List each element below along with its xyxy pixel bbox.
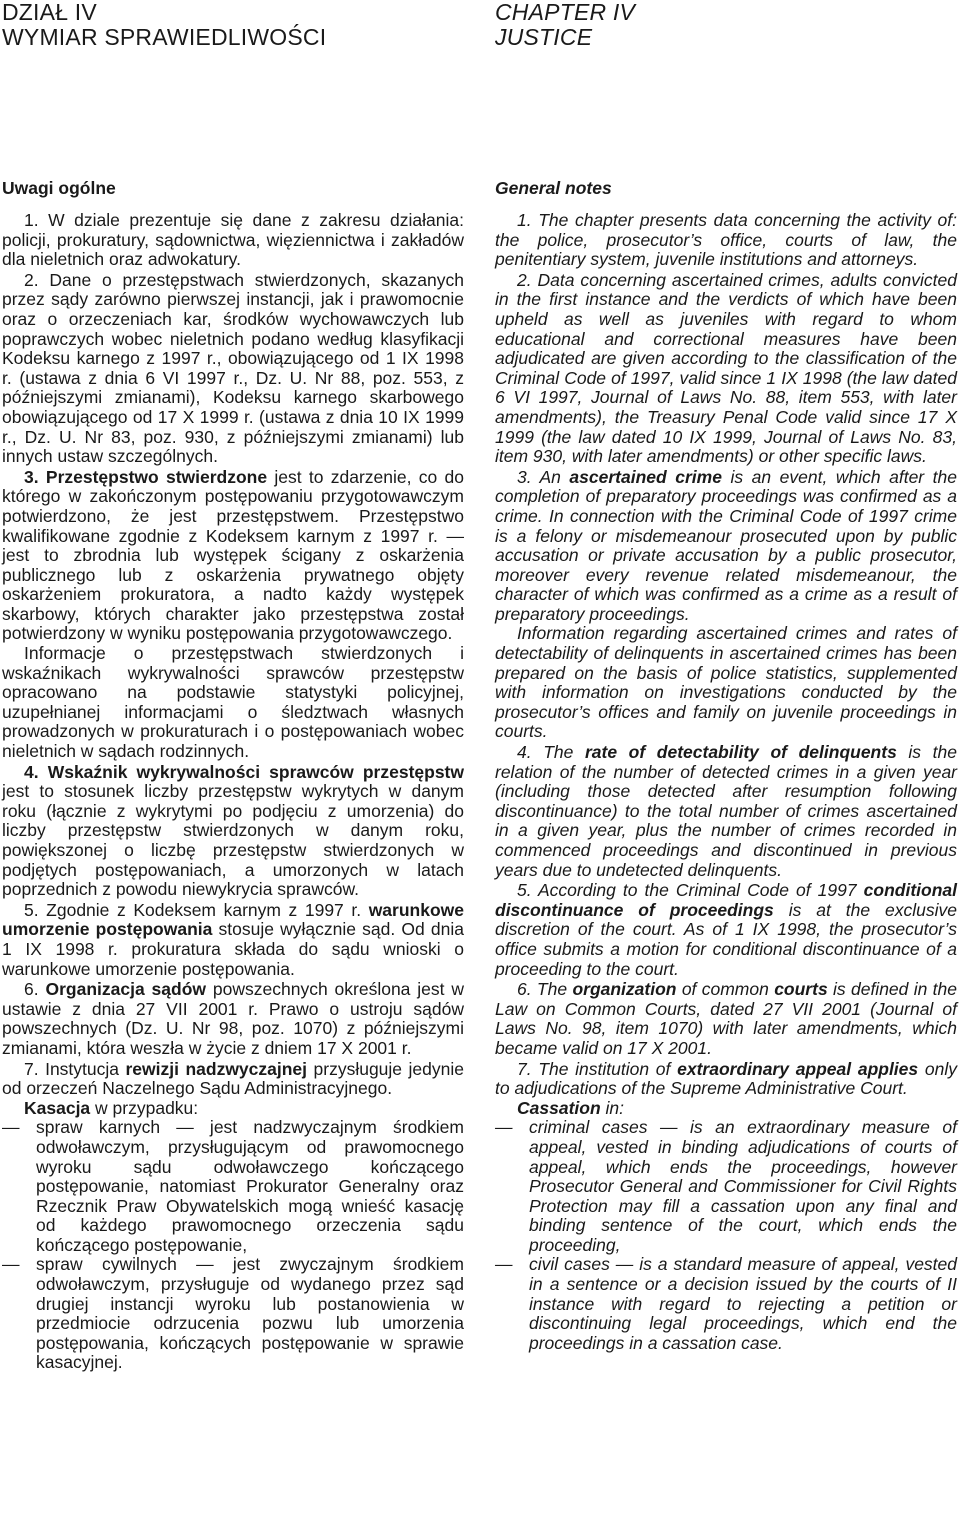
paragraph-7-start-pl: 7. Instytucja xyxy=(24,1058,119,1079)
dash-bullet: — xyxy=(495,1117,513,1138)
chapter-label-en: CHAPTER IV xyxy=(495,0,636,25)
paragraph-5-pl xyxy=(2,901,464,979)
paragraph-3b-pl: Informacje o przestępstwach stwierdzonych i wskaźnikach wykrywalności sprawców przestępstw opracowano na podstawie statystyki policyjnej, uzupełnianej informacjami o śledztwach własnych prowadzonych w prokuraturach i o postępowaniach wobec nieletnich w sądach rodzinnych. xyxy=(2,643,464,762)
paragraph-3b-en: Information regarding ascertained crimes and rates of detectability of delinquents in ascertained crimes has been prepared on the basis of police statistics, supplemented with information on investigations conducted by the prosecutor’s offices and family on juvenile proceedings in courts. xyxy=(495,623,957,742)
paragraph-4-text-en: is the relation of the number of detected crimes in a given year (including those detected after resumption following discontinuance) to the total number of crimes ascertained in a given year, plus the number of crimes recorded in commenced proceedings and discontinued in previous years due to undetected delinquents. xyxy=(495,742,957,880)
paragraph-6-term-pl: Organizacja sądów xyxy=(45,979,207,1000)
paragraph-3-term-pl: Przestępstwo stwierdzone xyxy=(45,466,268,487)
paragraph-7-term-en: extraordinary appeal applies xyxy=(677,1058,919,1079)
paragraph-4-en xyxy=(495,743,957,880)
cassation-text-en: in: xyxy=(605,1097,624,1118)
kasacja-term-pl: Kasacja xyxy=(24,1097,91,1118)
kasacja-intro-pl xyxy=(2,1099,464,1119)
paragraph-5-text-en: is at the exclusive discretion of the court. As of 1 IX 1998, the prosecutor’s office submits a motion for conditional discontinuance of a proceeding to the court. xyxy=(495,899,957,979)
paragraph-7-pl xyxy=(2,1060,464,1099)
paragraph-7-en xyxy=(495,1060,957,1099)
paragraph-1-pl: 1. W dziale prezentuje się dane z zakresu działania: policji, prokuratury, sądownictwa, więziennictwa i zakładów dla nieletnich oraz adwokatury. xyxy=(2,210,464,270)
paragraph-3-number-pl: 3. xyxy=(24,466,39,487)
polish-column xyxy=(2,0,464,1373)
paragraph-5-en xyxy=(495,881,957,979)
cassation-item-1-en xyxy=(495,1118,957,1255)
paragraph-6-number-pl: 6. xyxy=(24,979,39,1000)
cassation-intro-en xyxy=(495,1099,957,1119)
paragraph-5-term-en: conditional discontinuance of proceedings xyxy=(495,880,957,920)
paragraph-5-start-pl: 5. Zgodnie z Kodeksem karnym z 1997 r. xyxy=(24,899,362,920)
paragraph-4-start-en: 4. The xyxy=(517,742,574,763)
paragraph-6-term-2-en: courts xyxy=(774,979,828,1000)
paragraph-4-number-pl: 4. xyxy=(24,761,39,782)
paragraph-7-text-pl: przysługuje jedynie od orzeczeń Naczelnego Sądu Administracyjnego. xyxy=(2,1058,464,1099)
paragraph-6-pl xyxy=(2,980,464,1058)
paragraph-5-text-pl: stosuje wyłącznie sąd. Od dnia 1 IX 1998 r. prokuratura składa do sądu wnioski o warunkowe umorzenie postępowania. xyxy=(2,919,464,979)
cassation-term-en: Cassation xyxy=(517,1097,601,1118)
kasacja-item-1-pl xyxy=(2,1118,464,1255)
cassation-item-1-text-en: criminal cases — is an extraordinary measure of appeal, vested in binding adjudications of courts of appeal, which ends the proceedings, however Prosecutor General and Commissioner for Civil Rights Protection may fill a cassation upon any final and binding sentence of the court, which ends the proceeding, xyxy=(529,1117,957,1255)
dash-bullet: — xyxy=(495,1254,513,1275)
paragraph-6-mid-en: of common xyxy=(681,979,769,1000)
paragraph-4-term-pl: Wskaźnik wykrywalności sprawców przestępstw xyxy=(47,761,464,782)
kasacja-item-2-pl xyxy=(2,1255,464,1373)
kasacja-text-pl: w przypadku: xyxy=(95,1097,199,1118)
paragraph-5-term-pl: warunkowe umorzenie postępowania xyxy=(2,899,464,940)
chapter-heading-en xyxy=(495,0,957,178)
paragraph-3-pl xyxy=(2,468,464,644)
paragraph-2-en: 2. Data concerning ascertained crimes, adults convicted in the first instance and the verdicts of which have been upheld as well as juveniles with regard to whom educational and correctional measures have been adjudicated are given according to the classification of the Criminal Code of 1997, valid since 1 IX 1998 (the law dated 6 VI 1997, Journal of Laws No. 88, item 553, with later amendments), the Treasury Penal Code valid since 17 X 1999 (the law dated 10 IX 1999, Journal of Laws No. 83, item 930, with later amendments) or other specific laws. xyxy=(495,269,957,467)
chapter-title-en: JUSTICE xyxy=(495,24,593,50)
paragraph-3-text-pl: jest to zdarzenie, co do którego w zakończonym postępowaniu przygotowawczym potwierdzono, że jest przestępstwem. Przestępstwo kwalifikowane zgodnie z Kodeksem karnym z 1997 r. — jest to zbrodnia lub występek ścigany z oskarżenia publicznego lub z oskarżenia prywatnego objęty oskarżeniem prokuratora, a nadto każdy występek skarbowy, których charakter jako przestępstwa został potwierdzony w wyniku postępowania przygotowawczego. xyxy=(2,466,464,644)
paragraph-4-pl xyxy=(2,763,464,900)
paragraph-6-text-pl: powszechnych określona jest w ustawie z dnia 27 VII 2001 r. Prawo o ustroju sądów powszechnych (Dz. U. Nr 98, poz. 1070) z późniejszymi zmianami, która weszła w życie z dniem 17 X 2001 r. xyxy=(2,979,465,1058)
kasacja-item-2-text-pl: spraw cywilnych — jest zwyczajnym środkiem odwoławczym, przysługuje od wydanego przez sąd drugiej instancji wyroku lub postanowienia w przedmiocie odrzucenia pozwu lub umorzenia postępowania, kończących postępowanie w sprawie kasacyjnej. xyxy=(36,1254,464,1373)
paragraph-7-text-en: only to adjudications of the Supreme Administrative Court. xyxy=(495,1058,957,1099)
paragraph-7-start-en: 7. The institution of xyxy=(517,1058,671,1079)
cassation-item-2-text-en: civil cases — is a standard measure of appeal, vested in a sentence or a decision issued by the courts of II instance with regard to rejecting a petition or discontinuing legal proceedings, which end the proceedings in a cassation case. xyxy=(529,1254,957,1353)
paragraph-3-start-en: 3. An xyxy=(517,466,561,487)
paragraph-2-pl: 2. Dane o przestępstwach stwierdzonych, skazanych przez sądy zarówno pierwszej instancji, jak i prawomocnie oraz o orzeczeniach kar, środków wychowawczych lub poprawczych wobec nieletnich podano według klasyfikacji Kodeksu karnego z 1997 r., obowiązującego od 1 IX 1998 r. (ustawa z dnia 6 VI 1997 r., Dz. U. Nr 88, poz. 553, z późniejszymi zmianami), Kodeksu karnego skarbowego obowiązującego od 17 X 1999 r. (ustawa z dnia 10 IX 1999 r., Dz. U. Nr 83, poz. 930, z późniejszymi zmianami) lub innych ustaw szczególnych. xyxy=(2,269,464,467)
paragraph-3-en xyxy=(495,468,957,625)
paragraph-7-term-pl: rewizji nadzwyczajnej xyxy=(125,1058,308,1079)
english-column xyxy=(495,0,957,1353)
paragraph-6-text-en: is defined in the Law on Common Courts, dated 27 VII 2001 (Journal of Laws No. 98, item 1070) with later amendments, which became valid on 17 X 2001. xyxy=(495,979,958,1058)
chapter-label-pl: DZIAŁ IV xyxy=(2,0,97,25)
paragraph-1-en: 1. The chapter presents data concerning the activity of: the police, prosecutor’s office, courts of law, the penitentiary system, juvenile institutions and attorneys. xyxy=(495,210,957,270)
notes-title-en: General notes xyxy=(495,178,612,198)
chapter-heading-pl xyxy=(2,0,464,178)
dash-bullet: — xyxy=(2,1117,20,1138)
paragraph-6-start-en: 6. The xyxy=(517,979,568,1000)
chapter-title-pl: WYMIAR SPRAWIEDLIWOŚCI xyxy=(2,24,327,50)
notes-title-pl: Uwagi ogólne xyxy=(2,178,116,198)
paragraph-4-text-pl: jest to stosunek liczby przestępstw wykrytych w danym roku (łącznie z wykrytymi po podjęciu z umorzenia) do liczby przestępstw stwierdzonych w danym roku, powiększonej o liczbę przestępstw stwierdzonych w podjętych postępowaniach, a umorzonych w latach poprzednich z powodu niewykrycia sprawców. xyxy=(2,781,464,900)
cassation-item-2-en xyxy=(495,1255,957,1353)
paragraph-3-term-en: ascertained crime xyxy=(569,466,722,487)
paragraph-6-en xyxy=(495,980,957,1058)
paragraph-5-start-en: 5. According to the Criminal Code of 1997 xyxy=(517,880,857,901)
dash-bullet: — xyxy=(2,1254,20,1275)
paragraph-3-text-en: is an event, which after the completion of preparatory proceedings was confirmed as a crime. In connection with the Criminal Code of 1997 crime is a felony or misdemeanour prosecuted upon by public accusation or private accusation by a public prosecutor, moreover every revenue related misdemeanour, the character of which was confirmed as a crime as a result of preparatory proceedings. xyxy=(495,466,957,624)
paragraph-4-term-en: rate of detectability of delinquents xyxy=(584,742,897,763)
kasacja-item-1-text-pl: spraw karnych — jest nadzwyczajnym środkiem odwoławczym, przysługującym od prawomocnego wyroku sądu odwoławczego kończącego postępowanie, natomiast Prokurator Generalny oraz Rzecznik Praw Obywatelskich mogą wnieść kasację od każdego prawomocnego orzeczenia sądu kończącego postępowanie, xyxy=(36,1117,464,1255)
paragraph-6-term-1-en: organization xyxy=(572,979,677,1000)
